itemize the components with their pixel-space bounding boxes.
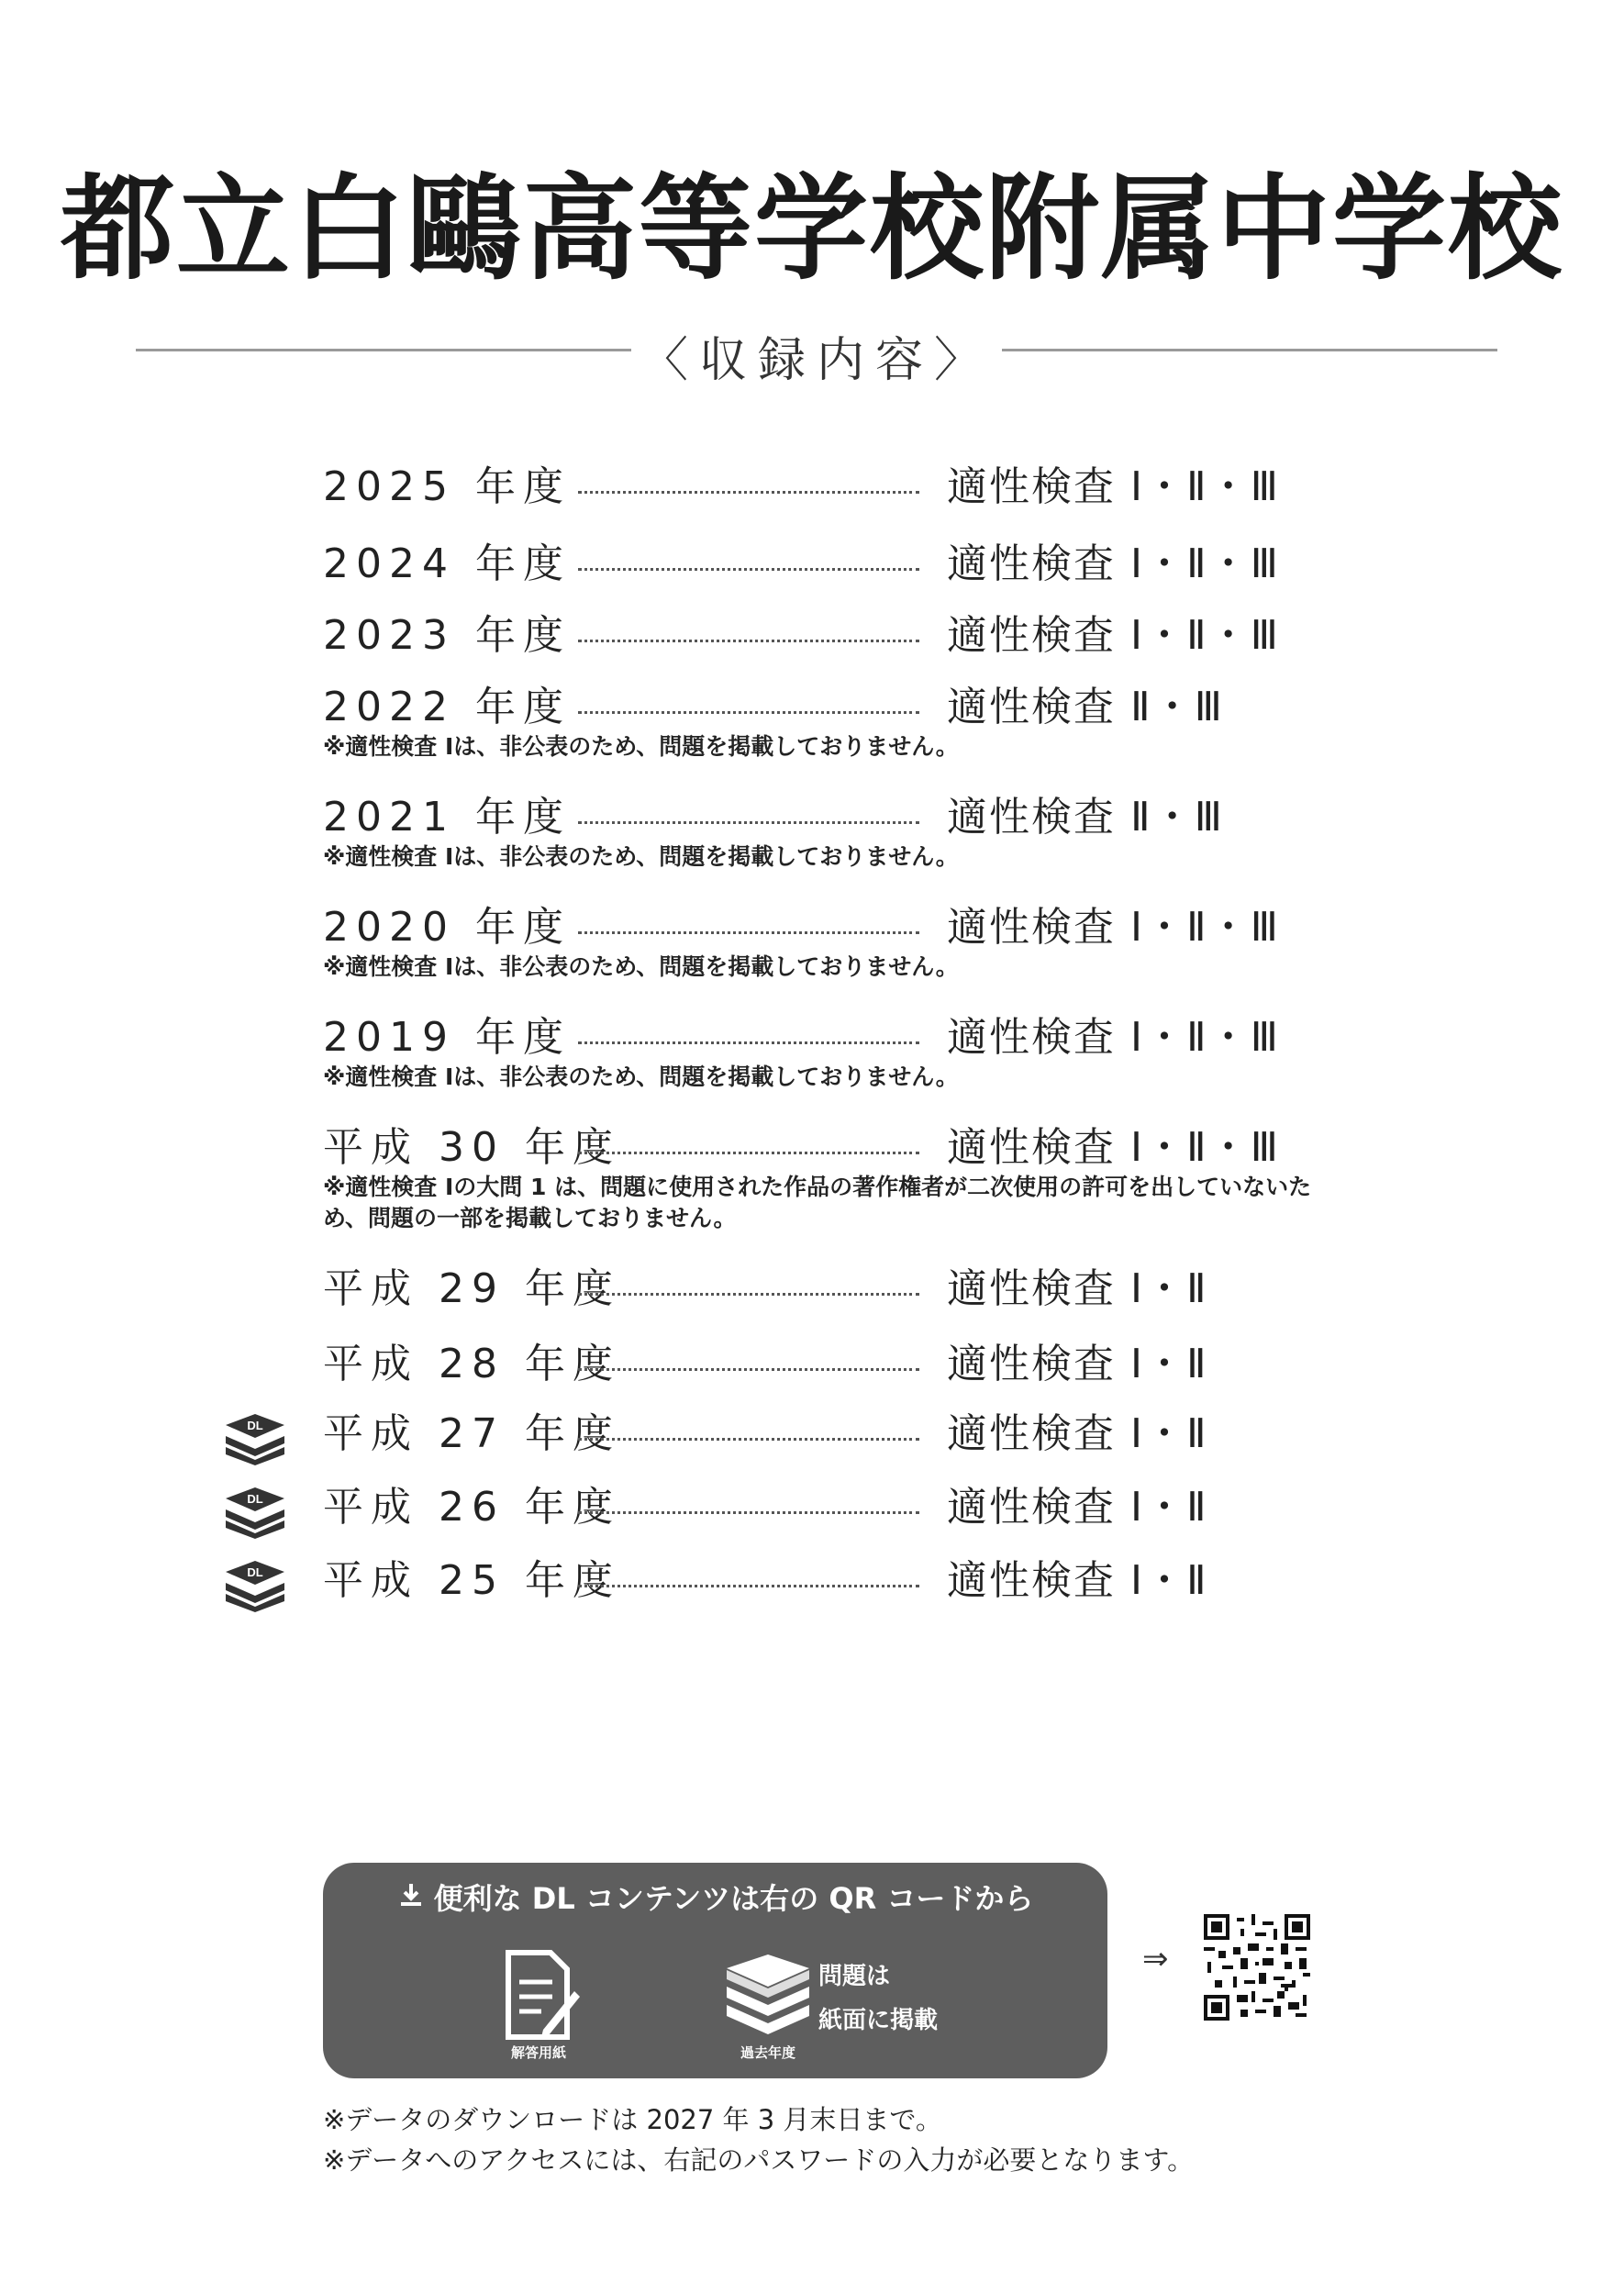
entry-subject: 適性検査 Ⅰ・Ⅱ・Ⅲ	[947, 540, 1280, 587]
leader-dots	[578, 1368, 919, 1371]
leader-dots	[578, 711, 919, 714]
svg-text:DL: DL	[247, 1565, 263, 1579]
contents-entry	[323, 454, 1332, 520]
entry-year: 平成 30 年度	[323, 1124, 620, 1171]
entry-line	[323, 674, 1332, 741]
divider-left	[136, 349, 631, 351]
entry-note: ※適性検査 Ⅰの大問 1 は、問題に使用された作品の著作権者が二次使用の許可を出していないため、問題の一部を掲載しておりません。	[323, 1174, 1312, 1231]
dl-book-icon	[222, 1410, 288, 1465]
entry-year: 平成 27 年度	[323, 1410, 620, 1457]
contents-entry	[323, 785, 1332, 873]
svg-text:DL: DL	[247, 1419, 263, 1432]
contents-entry	[323, 1005, 1332, 1093]
banner-title-text: 便利な DL コンテンツは右の QR コードから	[433, 1881, 1034, 1916]
contents-entry	[323, 674, 1332, 763]
entry-line	[323, 531, 1332, 597]
entry-subject: 適性検査 Ⅱ・Ⅲ	[947, 684, 1224, 730]
books-icon	[717, 1950, 818, 2042]
entry-year: 2024 年度	[323, 540, 571, 587]
leader-dots	[578, 640, 919, 642]
leader-dots	[578, 1585, 919, 1587]
entry-line	[323, 1005, 1332, 1071]
leader-dots	[578, 1511, 919, 1514]
contents-entry	[323, 603, 1332, 669]
entry-subject: 適性検査 Ⅱ・Ⅲ	[947, 794, 1224, 841]
entry-line	[247, 1401, 1332, 1467]
entry-line	[323, 895, 1332, 961]
leader-dots	[578, 821, 919, 824]
entry-year: 平成 26 年度	[323, 1484, 620, 1531]
entry-year: 2023 年度	[323, 612, 571, 659]
footer-note-1: ※データのダウンロードは 2027 年 3 月末日まで。	[323, 2104, 942, 2135]
leader-dots	[578, 1041, 919, 1044]
answer-sheet-label: 解答用紙	[510, 2044, 566, 2061]
banner-text-line2: 紙面に掲載	[818, 2007, 939, 2034]
entry-subject: 適性検査 Ⅰ・Ⅱ	[947, 1341, 1208, 1387]
entry-year: 平成 28 年度	[323, 1341, 620, 1387]
leader-dots	[578, 1152, 919, 1154]
entry-subject: 適性検査 Ⅰ・Ⅱ	[947, 1557, 1208, 1604]
contents-entry	[323, 1331, 1332, 1398]
entry-year: 平成 25 年度	[323, 1557, 620, 1604]
entry-year: 2022 年度	[323, 684, 571, 730]
qr-code[interactable]	[1204, 1914, 1310, 2021]
entry-line	[247, 1475, 1332, 1541]
entry-year: 2021 年度	[323, 794, 571, 841]
entry-line	[323, 1331, 1332, 1398]
entry-year: 2019 年度	[323, 1014, 571, 1061]
page-title: 都立白鷗高等学校附属中学校	[60, 163, 1563, 295]
entry-line	[323, 1115, 1332, 1181]
dl-banner	[323, 1863, 1107, 2078]
entry-line	[323, 785, 1332, 851]
entry-note: ※適性検査 Ⅰは、非公表のため、問題を掲載しておりません。	[323, 953, 959, 980]
entry-subject: 適性検査 Ⅰ・Ⅱ	[947, 1484, 1208, 1531]
entry-line	[247, 1548, 1332, 1614]
contents-entry	[323, 1256, 1332, 1322]
entry-subject: 適性検査 Ⅰ・Ⅱ・Ⅲ	[947, 1124, 1280, 1171]
entry-year: 2025 年度	[323, 463, 571, 510]
entry-year: 平成 29 年度	[323, 1265, 620, 1312]
past-years-label: 過去年度	[740, 2044, 795, 2061]
download-icon	[397, 1881, 425, 1916]
leader-dots	[578, 931, 919, 934]
contents-entry	[247, 1475, 1332, 1541]
entry-subject: 適性検査 Ⅰ・Ⅱ・Ⅲ	[947, 904, 1280, 951]
contents-entry	[323, 895, 1332, 983]
arrow-icon: ⇒	[1142, 1941, 1169, 1977]
leader-dots	[578, 568, 919, 571]
answer-sheet-icon	[497, 1945, 580, 2046]
contents-entry	[247, 1401, 1332, 1467]
svg-text:DL: DL	[247, 1492, 263, 1506]
leader-dots	[578, 1438, 919, 1441]
dl-book-icon	[222, 1557, 288, 1612]
contents-heading: 〈収録内容〉	[640, 333, 993, 388]
entry-subject: 適性検査 Ⅰ・Ⅱ・Ⅲ	[947, 1014, 1280, 1061]
subtitle-row	[136, 321, 1497, 388]
dl-book-icon	[222, 1484, 288, 1539]
contents-entry	[323, 531, 1332, 597]
entry-line	[323, 454, 1332, 520]
entry-year: 2020 年度	[323, 904, 571, 951]
banner-title	[323, 1876, 1107, 1918]
entry-line	[323, 603, 1332, 669]
banner-text-line1: 問題は	[818, 1963, 891, 1990]
leader-dots	[578, 491, 919, 494]
banner-text	[818, 1954, 938, 2043]
entry-note: ※適性検査 Ⅰは、非公表のため、問題を掲載しておりません。	[323, 733, 959, 760]
contents-entry	[323, 1115, 1332, 1234]
entry-subject: 適性検査 Ⅰ・Ⅱ	[947, 1410, 1208, 1457]
entry-line	[323, 1256, 1332, 1322]
footer-note-2: ※データへのアクセスには、右記のパスワードの入力が必要となります。	[323, 2144, 1195, 2176]
entry-note: ※適性検査 Ⅰは、非公表のため、問題を掲載しておりません。	[323, 843, 959, 870]
contents-list	[247, 454, 1332, 1614]
entry-subject: 適性検査 Ⅰ・Ⅱ・Ⅲ	[947, 463, 1280, 510]
contents-entry	[247, 1548, 1332, 1614]
entry-subject: 適性検査 Ⅰ・Ⅱ	[947, 1265, 1208, 1312]
leader-dots	[578, 1293, 919, 1296]
entry-note: ※適性検査 Ⅰは、非公表のため、問題を掲載しておりません。	[323, 1063, 959, 1090]
divider-right	[1002, 349, 1497, 351]
entry-subject: 適性検査 Ⅰ・Ⅱ・Ⅲ	[947, 612, 1280, 659]
footer-notes	[323, 2099, 1194, 2180]
